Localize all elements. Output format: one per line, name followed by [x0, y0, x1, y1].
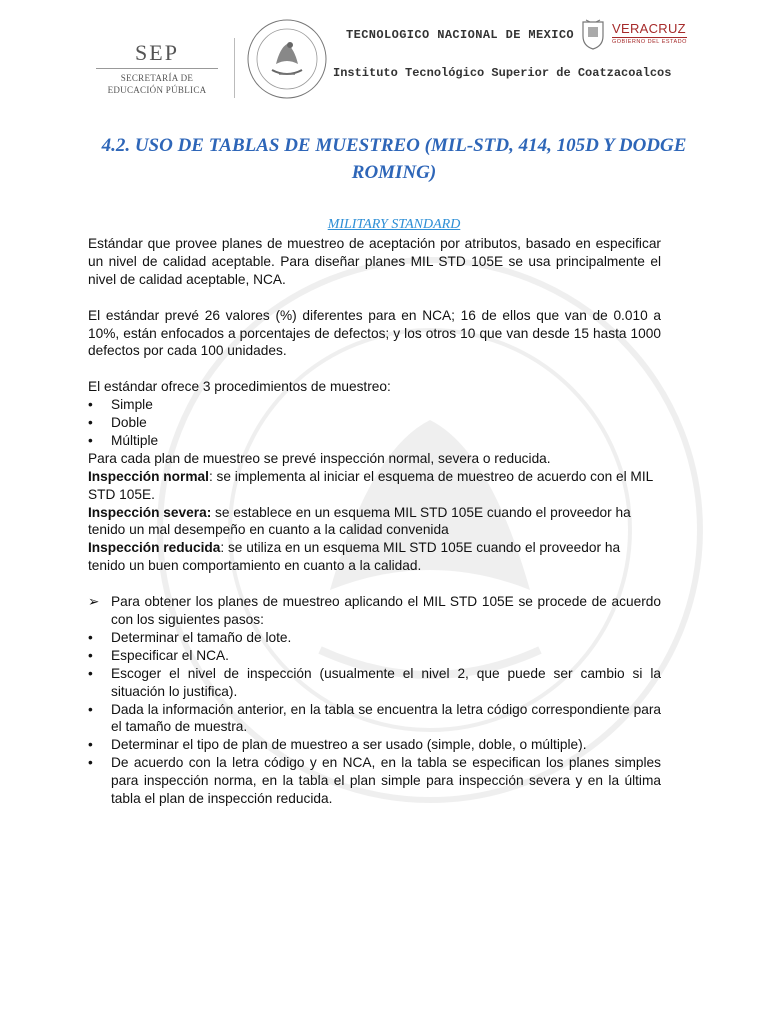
list-item [88, 629, 661, 647]
veracruz-logo [612, 22, 687, 45]
institute-name: Instituto Tecnológico Superior de Coatzacoalcos [333, 66, 672, 80]
list-item-text: Simple [111, 397, 153, 413]
header-divider [234, 38, 235, 98]
list-item [88, 432, 661, 450]
paragraph-nca-values: El estándar prevé 26 valores (%) diferentes para en NCA; 16 de ellos que van de 0.010 a 10%, están enfocados a porcentajes de defectos; y los otros 10 que van desde 15 hasta 1000 defectos por cada 100 unidades. [88, 307, 661, 359]
list-item [88, 665, 661, 701]
term-text: : se utiliza en un esquema MIL STD 105E cuando el proveedor ha tenido un buen comportamiento en cuanto a la calidad. [88, 540, 621, 574]
list-item [88, 701, 661, 737]
term-label: Inspección reducida [88, 540, 221, 556]
term-text: se establece en un esquema MIL STD 105E cuando el proveedor ha tenido un mal desempeño en cuanto a la calidad convenida [88, 504, 631, 538]
list-item [88, 754, 661, 808]
bullet-icon: • [88, 432, 93, 448]
term-label: Inspección severa: [88, 504, 212, 520]
bullet-icon: • [88, 755, 93, 771]
sep-logo [96, 40, 218, 100]
paragraph-procedures: El estándar ofrece 3 procedimientos de muestreo: [88, 379, 391, 395]
bullet-icon: • [88, 701, 93, 717]
list-item [88, 736, 661, 754]
sep-logo-subtitle-1: SECRETARÍA DE [120, 73, 194, 83]
list-item-text: Dada la información anterior, en la tabla se encuentra la letra código correspondiente para el tamaño de muestra. [111, 701, 661, 735]
bullet-icon: • [88, 647, 93, 663]
paragraph-intro: Estándar que provee planes de muestreo de aceptación por atributos, basado en especificar un nivel de calidad aceptable. Para diseñar planes MIL STD 105E se usa principalmente el nivel de calidad aceptable, NCA. [88, 236, 661, 287]
list-item-text: De acuerdo con la letra código y en NCA, en la tabla se especifican los planes simples para inspección norma, en la tabla el plan simple para inspección severa y en la última tabla el plan de inspección reducida. [111, 755, 661, 807]
list-item [88, 414, 661, 432]
list-item [88, 647, 661, 665]
list-item-text: Para obtener los planes de muestreo aplicando el MIL STD 105E se procede de acuerdo con los siguientes pasos: [111, 594, 661, 627]
tecnologico-nacional-heading: TECNOLOGICO NACIONAL DE MEXICO [346, 28, 575, 42]
paragraph-gap [88, 289, 661, 307]
mexican-eagle-seal-icon [246, 18, 328, 100]
sep-logo-subtitle-2: EDUCACIÓN PÚBLICA [107, 85, 207, 95]
arrow-bullet-icon: ➢ [88, 594, 100, 610]
section-subtitle: MILITARY STANDARD [327, 217, 461, 232]
paragraph-reduced-inspection [88, 539, 661, 575]
list-item [88, 396, 661, 414]
sep-logo-title: SEP [135, 40, 179, 65]
list-item-text: Doble [111, 415, 147, 431]
veracruz-logo-subtitle: GOBIERNO DEL ESTADO [612, 39, 687, 45]
section-title: 4.2. USO DE TABLAS DE MUESTREO (MIL-STD, 414, 105D Y DODGE ROMING) [101, 135, 687, 183]
paragraph-gap [88, 360, 661, 378]
bullet-icon: • [88, 665, 93, 681]
list-item-text: Determinar el tamaño de lote. [111, 629, 292, 645]
bullet-icon: • [88, 397, 93, 413]
veracruz-logo-name: VERACRUZ [612, 21, 686, 36]
list-item-text: Escoger el nivel de inspección (usualmente el nivel 2, que puede ser cambio si la situación lo justifica). [111, 665, 661, 699]
list-item-text: Especificar el NCA. [111, 647, 229, 663]
sep-logo-rule [96, 68, 218, 69]
arrow-list-item [88, 593, 661, 629]
list-item-text: Determinar el tipo de plan de muestreo a ser usado (simple, doble, o múltiple). [111, 737, 587, 753]
bullet-icon: • [88, 629, 93, 645]
term-text: : se implementa al iniciar el esquema de muestreo de acuerdo con el MIL STD 105E. [88, 468, 653, 502]
paragraph-normal-inspection [88, 468, 661, 504]
veracruz-crest-icon [580, 18, 606, 50]
term-label: Inspección normal [88, 468, 209, 484]
list-item-text: Múltiple [111, 432, 159, 448]
bullet-icon: • [88, 415, 93, 431]
page-header [0, 0, 768, 110]
document-body [88, 235, 661, 808]
bullet-icon: • [88, 737, 93, 753]
paragraph-severe-inspection [88, 504, 661, 540]
paragraph-gap [88, 575, 661, 593]
paragraph-inspection-types: Para cada plan de muestreo se prevé inspección normal, severa o reducida. [88, 450, 551, 466]
